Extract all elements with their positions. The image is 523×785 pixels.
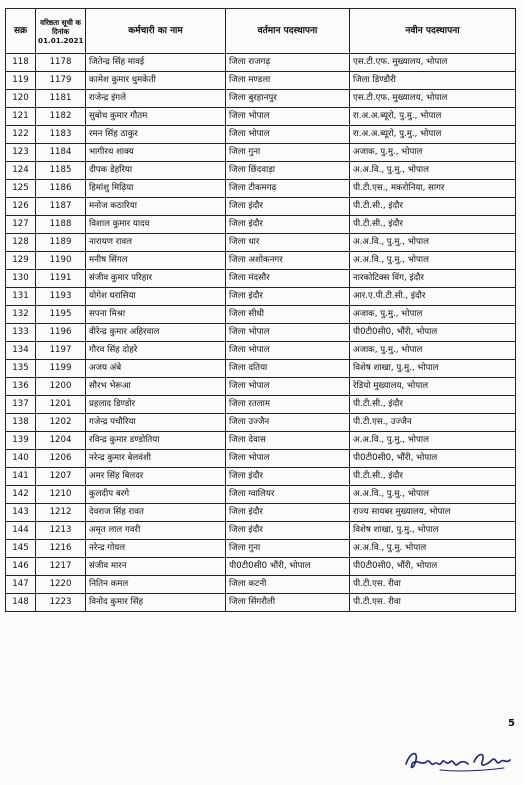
cell-seniority: 1201 [36,396,86,414]
cell-sno: 131 [6,288,36,306]
cell-sno: 132 [6,306,36,324]
cell-seniority: 1202 [36,414,86,432]
table-row [6,504,516,522]
cell-current-posting: जिला दतिया [226,360,350,378]
cell-sno: 128 [6,234,36,252]
cell-name: गजेन्द्र पचौरिया [86,414,226,432]
cell-sno: 130 [6,270,36,288]
table-row [6,522,516,540]
cell-current-posting: जिला उज्जैन [226,414,350,432]
cell-seniority: 1186 [36,180,86,198]
cell-sno: 121 [6,108,36,126]
cell-sno: 144 [6,522,36,540]
cell-name: नारायण रावल [86,234,226,252]
cell-seniority: 1195 [36,306,86,324]
cell-seniority: 1189 [36,234,86,252]
cell-new-posting: विशेष शाखा, पु.मु., भोपाल [350,360,516,378]
cell-name: सपना मिश्रा [86,306,226,324]
cell-name: राजेन्द्र इंगले [86,90,226,108]
cell-current-posting: जिला इंदौर [226,522,350,540]
cell-current-posting: जिला इंदौर [226,504,350,522]
cell-sno: 147 [6,576,36,594]
signature [400,738,520,778]
table-header-row [6,9,516,54]
cell-sno: 127 [6,216,36,234]
cell-sno: 119 [6,72,36,90]
page-number: 5 [508,718,515,729]
cell-new-posting: पी.टी.सी., इंदौर [350,216,516,234]
cell-sno: 129 [6,252,36,270]
cell-sno: 143 [6,504,36,522]
table-row [6,216,516,234]
cell-current-posting: जिला भोपाल [226,126,350,144]
table-row [6,108,516,126]
cell-name: अजय अंबे [86,360,226,378]
table-row [6,162,516,180]
table-row [6,360,516,378]
cell-seniority: 1217 [36,558,86,576]
table-row [6,468,516,486]
cell-name: देवराज सिंह रावत [86,504,226,522]
table-row [6,252,516,270]
cell-current-posting: जिला छिंदवाड़ा [226,162,350,180]
table-row [6,432,516,450]
cell-name: कुलदीप बरगे [86,486,226,504]
cell-new-posting: एस.टी.एफ. मुख्यालय, भोपाल [350,90,516,108]
cell-sno: 124 [6,162,36,180]
table-row [6,234,516,252]
cell-sno: 120 [6,90,36,108]
cell-sno: 145 [6,540,36,558]
cell-current-posting: जिला रतलाम [226,396,350,414]
cell-seniority: 1185 [36,162,86,180]
cell-seniority: 1190 [36,252,86,270]
cell-current-posting: जिला मण्डला [226,72,350,90]
cell-sno: 142 [6,486,36,504]
table-row [6,342,516,360]
cell-sno: 134 [6,342,36,360]
cell-new-posting: पी.टी.सी., इंदौर [350,396,516,414]
cell-name: जितेन्द्र सिंह मावई [86,54,226,72]
cell-new-posting: अजाक, पु.मु., भोपाल [350,144,516,162]
cell-seniority: 1200 [36,378,86,396]
cell-new-posting: पी.टी.सी., इंदौर [350,198,516,216]
cell-seniority: 1188 [36,216,86,234]
cell-current-posting: जिला टीकमगढ़ [226,180,350,198]
cell-sno: 148 [6,594,36,612]
cell-name: हिमांशु मिढ़िया [86,180,226,198]
cell-current-posting: जिला गुना [226,540,350,558]
cell-sno: 133 [6,324,36,342]
cell-seniority: 1223 [36,594,86,612]
cell-new-posting: विशेष शाखा, पु.मु., भोपाल [350,522,516,540]
table-row [6,396,516,414]
header-name: कर्मचारी का नाम [86,9,226,54]
cell-sno: 139 [6,432,36,450]
cell-current-posting: जिला भोपाल [226,342,350,360]
cell-new-posting: अ.अ.वि., पु.मु., भोपाल [350,162,516,180]
cell-current-posting: जिला कटनी [226,576,350,594]
cell-new-posting: पी.टी.एस., मकरोनिया, सागर [350,180,516,198]
cell-new-posting: नारकोटिक्स विंग, इंदौर [350,270,516,288]
cell-seniority: 1178 [36,54,86,72]
cell-name: संजीव कुमार परिहार [86,270,226,288]
table-row [6,540,516,558]
cell-seniority: 1182 [36,108,86,126]
cell-name: नरेन्द्र गोयल [86,540,226,558]
cell-seniority: 1206 [36,450,86,468]
table-row [6,306,516,324]
cell-sno: 141 [6,468,36,486]
cell-new-posting: पी.टी.एस. रीवा [350,576,516,594]
cell-seniority: 1191 [36,270,86,288]
cell-name: विनोद कुमार सिंह [86,594,226,612]
header-seniority: वरिष्ठता सूची क दिनांक 01.01.2021 [36,9,86,54]
transfer-table [5,8,516,612]
cell-seniority: 1212 [36,504,86,522]
cell-name: मनोज कठारिया [86,198,226,216]
cell-new-posting: रा.अ.अ.ब्यूरो, पु.मु., भोपाल [350,108,516,126]
cell-new-posting: पी0टी0सी0, भौंरी, भोपाल [350,324,516,342]
table-row [6,558,516,576]
cell-seniority: 1179 [36,72,86,90]
cell-name: कामेश कुमार धुमकेती [86,72,226,90]
cell-new-posting: अ.अ.वि., पु.मु., भोपाल [350,252,516,270]
cell-new-posting: जिला डिण्डौरी [350,72,516,90]
cell-current-posting: जिला सिंगरौली [226,594,350,612]
cell-name: रविन्द्र कुमार डण्डोतिया [86,432,226,450]
cell-sno: 135 [6,360,36,378]
cell-new-posting: पी0टी0सी0, भौंरी, भोपाल [350,450,516,468]
cell-new-posting: अ.अ.वि., पु.मु., भोपाल [350,234,516,252]
cell-sno: 126 [6,198,36,216]
table-row [6,126,516,144]
cell-name: भागीरथ शाक्य [86,144,226,162]
cell-current-posting: जिला बुरहानपुर [226,90,350,108]
cell-seniority: 1197 [36,342,86,360]
cell-new-posting: पी.टी.सी., इंदौर [350,468,516,486]
cell-new-posting: पी0टी0सी0, भौंरी, भोपाल [350,558,516,576]
cell-name: सौरभ भेरूआ [86,378,226,396]
cell-current-posting: जिला अशोकनगर [226,252,350,270]
cell-name: मनीष सिंगल [86,252,226,270]
cell-new-posting: एस.टी.एफ. मुख्यालय, भोपाल [350,54,516,72]
table-row [6,54,516,72]
table-body [6,54,516,612]
cell-seniority: 1210 [36,486,86,504]
table-row [6,378,516,396]
table-row [6,576,516,594]
table-row [6,180,516,198]
cell-name: दीपक डेहरिया [86,162,226,180]
table-row [6,90,516,108]
cell-new-posting: अजाक, पु.मु., भोपाल [350,306,516,324]
cell-sno: 140 [6,450,36,468]
cell-name: प्रहलाद डिण्डोर [86,396,226,414]
cell-new-posting: अ.अ.वि., पु.मु. भोपाल [350,540,516,558]
cell-new-posting: रा.अ.अ.ब्यूरो, पु.मु., भोपाल [350,126,516,144]
cell-new-posting: पी.टी.एस., उज्जैन [350,414,516,432]
cell-sno: 118 [6,54,36,72]
cell-seniority: 1199 [36,360,86,378]
table-row [6,270,516,288]
header-current-posting: वर्तमान पदस्थापना [226,9,350,54]
cell-seniority: 1196 [36,324,86,342]
cell-name: अमृत लाल गवरी [86,522,226,540]
cell-new-posting: पी.टी.एस. रीवा [350,594,516,612]
cell-seniority: 1184 [36,144,86,162]
cell-sno: 138 [6,414,36,432]
cell-current-posting: जिला गुना [226,144,350,162]
table-row [6,486,516,504]
cell-seniority: 1220 [36,576,86,594]
cell-current-posting: जिला राजगढ़ [226,54,350,72]
cell-current-posting: जिला भोपाल [226,108,350,126]
cell-seniority: 1187 [36,198,86,216]
table-row [6,198,516,216]
cell-current-posting: जिला भोपाल [226,324,350,342]
cell-current-posting: जिला ग्वालियर [226,486,350,504]
cell-seniority: 1213 [36,522,86,540]
cell-new-posting: आर.ए.पी.टी.सी., इंदौर [350,288,516,306]
table-row [6,450,516,468]
table-row [6,144,516,162]
cell-seniority: 1204 [36,432,86,450]
cell-current-posting: जिला इंदौर [226,216,350,234]
cell-current-posting: जिला सीधी [226,306,350,324]
cell-sno: 136 [6,378,36,396]
cell-name: योगेश घरासिया [86,288,226,306]
cell-sno: 146 [6,558,36,576]
cell-seniority: 1193 [36,288,86,306]
cell-seniority: 1216 [36,540,86,558]
table-row [6,414,516,432]
cell-current-posting: जिला इंदौर [226,288,350,306]
cell-sno: 125 [6,180,36,198]
cell-new-posting: अजाक, पु.मु., भोपाल [350,342,516,360]
cell-current-posting: जिला इंदौर [226,198,350,216]
header-new-posting: नवीन पदस्थापना [350,9,516,54]
cell-name: गौरव सिंह दोहरे [86,342,226,360]
cell-current-posting: जिला देवास [226,432,350,450]
cell-current-posting: जिला धार [226,234,350,252]
cell-name: नरेन्द्र कुमार बेलवंशी [86,450,226,468]
cell-name: विशाल कुमार यादव [86,216,226,234]
cell-seniority: 1207 [36,468,86,486]
cell-current-posting: जिला मंदसौर [226,270,350,288]
table-row [6,72,516,90]
cell-name: वीरेन्द्र कुमार अहिरवाल [86,324,226,342]
cell-name: नितिन कमल [86,576,226,594]
cell-seniority: 1181 [36,90,86,108]
header-sno: सक्र [6,9,36,54]
cell-name: रमन सिंह ठाकुर [86,126,226,144]
cell-sno: 137 [6,396,36,414]
cell-name: सुबोध कुमार गौतम [86,108,226,126]
table-row [6,288,516,306]
cell-name: अमर सिंह बिलदर [86,468,226,486]
cell-current-posting: जिला इंदौर [226,468,350,486]
cell-seniority: 1183 [36,126,86,144]
cell-new-posting: अ.अ.वि., पु.मु., भोपाल [350,486,516,504]
table-row [6,594,516,612]
cell-new-posting: राज्य सायबर मुख्यालय, भोपाल [350,504,516,522]
table-row [6,324,516,342]
cell-sno: 123 [6,144,36,162]
cell-new-posting: रेडियो मुख्यालय, भोपाल [350,378,516,396]
cell-sno: 122 [6,126,36,144]
cell-current-posting: जिला भोपाल [226,378,350,396]
cell-name: संजीव मारन [86,558,226,576]
cell-new-posting: अ.अ.वि., पु.मु., भोपाल [350,432,516,450]
cell-current-posting: जिला भोपाल [226,450,350,468]
cell-current-posting: पी0टी0सी0 भौंरी, भोपाल [226,558,350,576]
